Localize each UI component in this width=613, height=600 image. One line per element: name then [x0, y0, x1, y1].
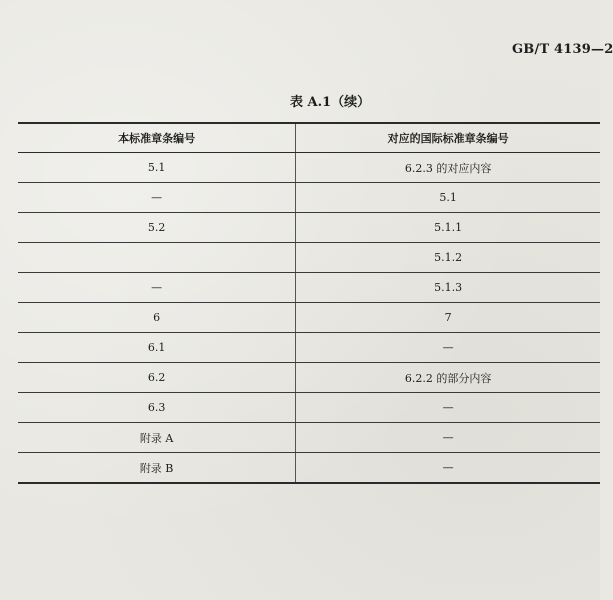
cell-this-standard: —: [18, 183, 296, 213]
table-row: [18, 303, 600, 333]
cell-this-standard: 5.1: [18, 153, 296, 183]
cell-this-standard: 6: [18, 303, 296, 333]
table-row: [18, 243, 600, 273]
cell-this-standard: 5.2: [18, 213, 296, 243]
cell-international-standard: 6.2.2 的部分内容: [296, 363, 600, 393]
cell-international-standard: 5.1.3: [296, 273, 600, 303]
cell-this-standard: 6.1: [18, 333, 296, 363]
table-header-row: [18, 123, 600, 153]
cell-international-standard: 6.2.3 的对应内容: [296, 153, 600, 183]
cell-international-standard: 5.1.2: [296, 243, 600, 273]
cell-international-standard: 5.1.1: [296, 213, 600, 243]
cell-this-standard: 6.3: [18, 393, 296, 423]
cell-this-standard: 附录 B: [18, 453, 296, 484]
cell-international-standard: 5.1: [296, 183, 600, 213]
standard-code: GB/T 4139—2: [512, 42, 613, 57]
cell-international-standard: —: [296, 393, 600, 423]
column-header-this-standard: 本标准章条编号: [18, 123, 296, 153]
table-row: [18, 333, 600, 363]
table-row: [18, 423, 600, 453]
cell-this-standard: 附录 A: [18, 423, 296, 453]
table-row: [18, 453, 600, 484]
table-row: [18, 363, 600, 393]
table-row: [18, 273, 600, 303]
table-row: [18, 213, 600, 243]
mapping-table: [18, 122, 600, 484]
table-title: 表 A.1（续）: [290, 95, 371, 110]
cell-international-standard: —: [296, 453, 600, 484]
table-row: [18, 183, 600, 213]
cell-this-standard: [18, 243, 296, 273]
column-header-international-standard: 对应的国际标准章条编号: [296, 123, 600, 153]
table-row: [18, 393, 600, 423]
cell-international-standard: —: [296, 333, 600, 363]
cell-international-standard: 7: [296, 303, 600, 333]
table-row: [18, 153, 600, 183]
cell-this-standard: —: [18, 273, 296, 303]
cell-this-standard: 6.2: [18, 363, 296, 393]
cell-international-standard: —: [296, 423, 600, 453]
